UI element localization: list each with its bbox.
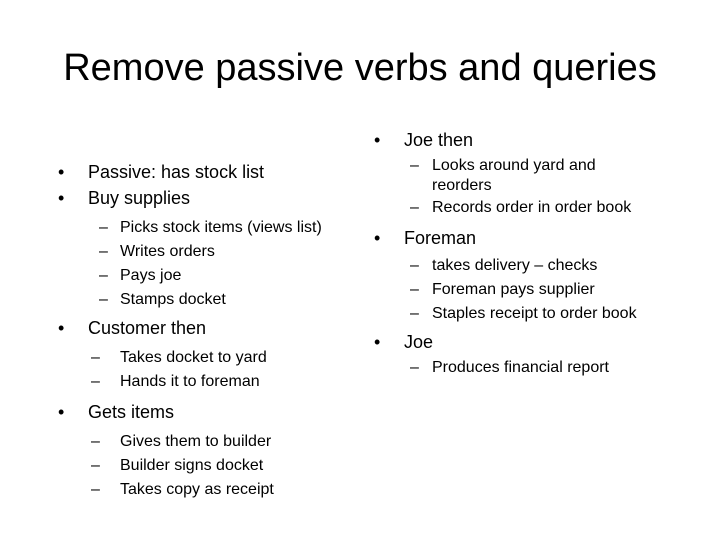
sub-item-text: Takes docket to yard	[120, 349, 267, 366]
sub-item	[58, 240, 368, 264]
sub-item-text: Builder signs docket	[120, 457, 264, 474]
sub-item-text: Pays joe	[120, 267, 182, 284]
bullet-item	[374, 128, 704, 152]
sub-item	[58, 346, 368, 370]
bullet-icon: •	[58, 162, 65, 182]
sub-item	[374, 156, 704, 196]
bullet-text: Customer then	[88, 318, 207, 338]
sub-item	[58, 454, 368, 478]
dash-icon: –	[410, 305, 419, 322]
dash-icon: –	[91, 373, 100, 390]
sub-item-text: Produces financial report	[432, 359, 609, 376]
dash-icon: –	[99, 243, 108, 260]
left-column	[58, 160, 368, 502]
bullet-text: Foreman	[404, 228, 477, 248]
dash-icon: –	[99, 267, 108, 284]
bullet-text: Joe	[404, 332, 434, 352]
bullet-item	[58, 400, 368, 424]
bullet-item	[58, 316, 368, 340]
sub-item	[58, 216, 368, 240]
slide-title: Remove passive verbs and queries	[63, 47, 657, 89]
sub-item-text: Hands it to foreman	[120, 373, 260, 390]
sub-item	[374, 356, 704, 380]
sub-item-text: Foreman pays supplier	[432, 281, 595, 298]
bullet-text: Joe then	[404, 130, 474, 150]
bullet-icon: •	[58, 402, 65, 422]
dash-icon: –	[91, 481, 100, 498]
sub-item	[58, 370, 368, 394]
sub-item	[374, 196, 704, 220]
sub-item	[58, 288, 368, 312]
dash-icon: –	[99, 219, 108, 236]
sub-item	[374, 254, 704, 278]
dash-icon: –	[91, 457, 100, 474]
sub-item-text: Staples receipt to order book	[432, 305, 637, 322]
sub-item	[374, 278, 704, 302]
dash-icon: –	[410, 257, 419, 274]
bullet-text: Buy supplies	[88, 188, 191, 208]
sub-item	[374, 302, 704, 326]
dash-icon: –	[91, 433, 100, 450]
sub-item-text: Gives them to builder	[120, 433, 272, 450]
sub-item	[58, 430, 368, 454]
bullet-text: Gets items	[88, 402, 175, 422]
sub-item-text: takes delivery – checks	[432, 257, 598, 274]
dash-icon: –	[410, 157, 419, 174]
dash-icon: –	[91, 349, 100, 366]
sub-item-text: Records order in order book	[432, 199, 632, 216]
sub-item-text: Stamps docket	[120, 291, 226, 308]
sub-item	[58, 478, 368, 502]
sub-item-text: Picks stock items (views list)	[120, 219, 322, 236]
dash-icon: –	[410, 281, 419, 298]
sub-item	[58, 264, 368, 288]
bullet-icon: •	[58, 318, 65, 338]
sub-item-text: Takes copy as receipt	[120, 481, 274, 498]
bullet-item	[58, 186, 368, 210]
dash-icon: –	[99, 291, 108, 308]
dash-icon: –	[410, 199, 419, 216]
bullet-item	[374, 226, 704, 250]
bullet-icon: •	[374, 130, 381, 150]
bullet-item	[374, 330, 704, 354]
bullet-icon: •	[374, 332, 381, 352]
bullet-icon: •	[58, 188, 65, 208]
dash-icon: –	[410, 359, 419, 376]
bullet-text: Passive: has stock list	[88, 162, 265, 182]
sub-item-text: Looks around yard and reorders	[432, 157, 596, 194]
bullet-item	[58, 160, 368, 184]
right-column	[374, 128, 704, 380]
bullet-icon: •	[374, 228, 381, 248]
sub-item-text: Writes orders	[120, 243, 215, 260]
